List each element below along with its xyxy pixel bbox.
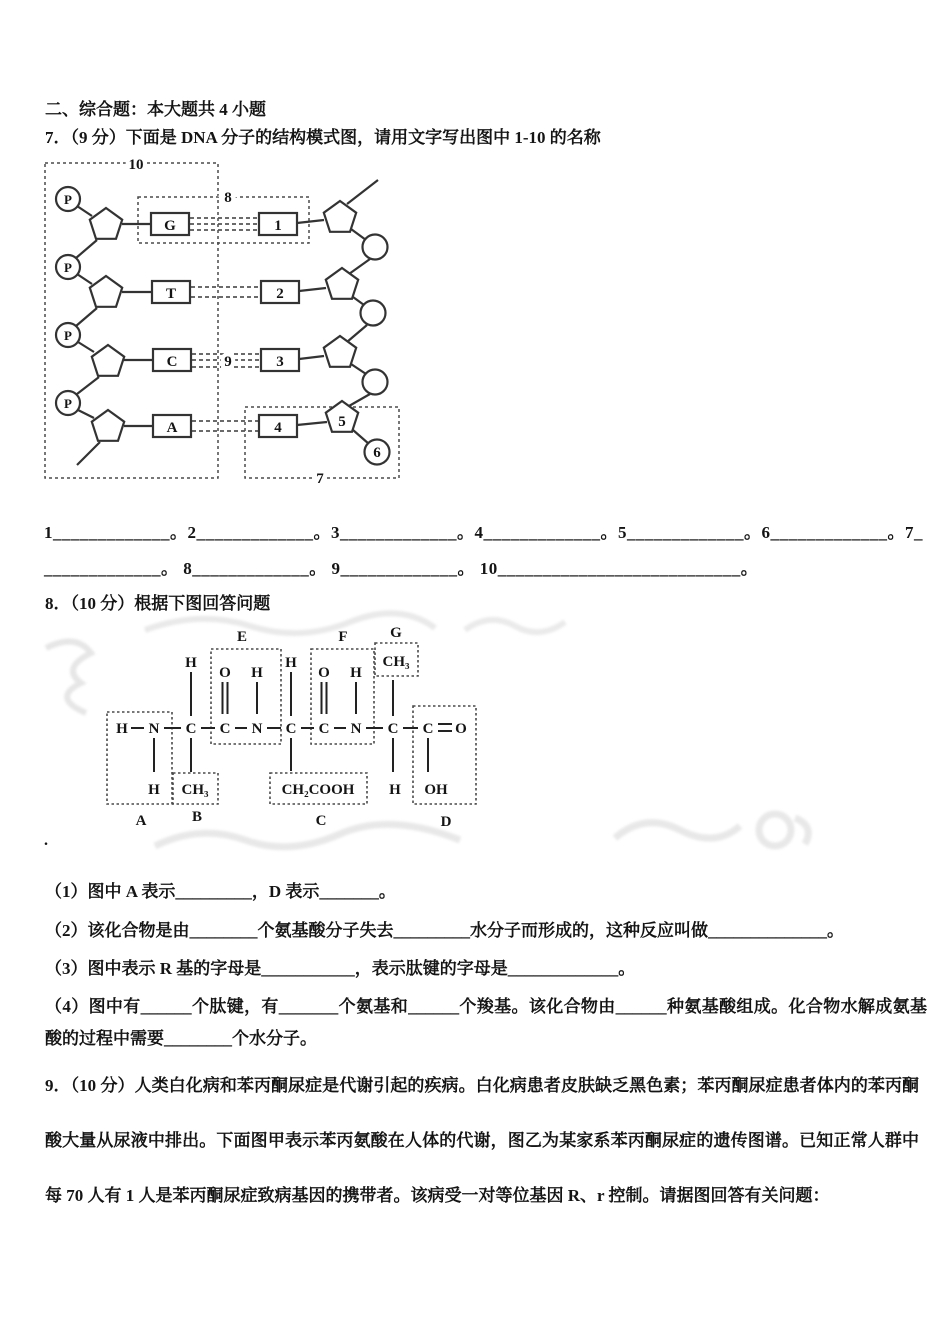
watermark-ghost <box>610 800 820 856</box>
base-C: C <box>166 354 178 370</box>
q8-item-1: （1）图中 A 表示_________，D 表示_______。 <box>45 882 396 901</box>
q8-item-2: （2）该化合物是由________个氨基酸分子失去_________水分子而形成的，这种反应叫做______________。 <box>45 921 844 940</box>
atom-h: H <box>116 721 128 737</box>
label-G: G <box>390 625 402 641</box>
base-T: T <box>165 286 177 302</box>
base-boxes <box>151 213 299 437</box>
base-3: 3 <box>276 354 284 370</box>
base-1: 1 <box>274 218 282 234</box>
atom-c: C <box>387 721 399 737</box>
atom-h: H <box>389 782 401 798</box>
label-E: E <box>236 629 248 645</box>
group-ch3: CH₃ <box>382 654 410 670</box>
atom-c: C <box>185 721 197 737</box>
atom-c: C <box>285 721 297 737</box>
q7-blanks-line1: 1_____________。2_____________。3_____________。4_____________。5_____________。6_____________。7_ <box>44 523 923 542</box>
atom-h: H <box>350 665 362 681</box>
base-G: G <box>164 218 176 234</box>
phosphate-label: P <box>64 328 72 343</box>
label-10: 10 <box>128 157 144 173</box>
q7-header: 7．（9 分）下面是 DNA 分子的结构模式图，请用文字写出图中 1-10 的名称 <box>45 128 601 147</box>
label-6: 6 <box>373 445 381 461</box>
group-ch3: CH₃ <box>181 782 209 798</box>
hydrogen-bonds <box>190 218 260 431</box>
label-C: C <box>315 813 327 829</box>
atom-h: H <box>285 655 297 671</box>
phosphate-label: P <box>64 396 72 411</box>
sugar-pentagons <box>90 201 358 441</box>
q8-header: 8．（10 分）根据下图回答问题 <box>45 594 271 613</box>
dna-structure-diagram <box>40 150 450 500</box>
label-7: 7 <box>316 471 324 487</box>
atom-o: O <box>219 665 231 681</box>
atom-o: O <box>455 721 467 737</box>
label-9: 9 <box>224 354 232 370</box>
q8-item-3: （3）图中表示 R 基的字母是___________，表示肽键的字母是_____________。 <box>45 959 636 978</box>
q7-blanks-line2: _____________。 8_____________。 9_____________。 10___________________________。 <box>44 559 759 578</box>
atom-h: H <box>251 665 263 681</box>
atom-n: N <box>251 721 263 737</box>
atom-h: H <box>148 782 160 798</box>
phosphate-label: P <box>64 192 72 207</box>
atom-h: H <box>185 655 197 671</box>
q9-text: 9．（10 分）人类白化病和苯丙酮尿症是代谢引起的疾病。白化病患者皮肤缺乏黑色素；苯丙酮尿症患者体内的苯丙酮酸大量从尿液中排出。下面图甲表示苯丙氨酸在人体的代谢，图乙为某家系苯丙酮尿症的遗传图谱。已知正常人群中每 70 人有 1 人是苯丙酮尿症致病基因的携带者。该病受一对等位基因 R、r 控制。请据图回答有关问题： <box>45 1076 919 1205</box>
stray-dot: . <box>44 832 48 849</box>
section-header: 二、综合题：本大题共 4 小题 <box>45 100 266 119</box>
label-B: B <box>191 809 203 825</box>
phosphate-label: P <box>64 260 72 275</box>
watermark-ghost <box>36 628 106 728</box>
base-2: 2 <box>276 286 284 302</box>
base-A: A <box>166 420 178 436</box>
group-ch2cooh: CH₂COOH <box>281 782 355 798</box>
label-8: 8 <box>224 190 232 206</box>
label-D: D <box>440 814 452 830</box>
base-4: 4 <box>274 420 282 436</box>
atom-n: N <box>148 721 160 737</box>
label-5: 5 <box>338 414 346 430</box>
atom-c: C <box>318 721 330 737</box>
label-F: F <box>338 629 348 645</box>
atom-n: N <box>350 721 362 737</box>
group-oh: OH <box>424 782 448 798</box>
q8-item-4: （4）图中有______个肽键，有_______个氨基和______个羧基。该化合物由______种氨基酸组成。化合物水解成氨基酸的过程中需要________个水分子。 <box>45 997 927 1048</box>
atom-o: O <box>318 665 330 681</box>
peptide-structure-diagram <box>98 624 498 839</box>
label-A: A <box>135 813 147 829</box>
atom-c: C <box>422 721 434 737</box>
atom-c: C <box>219 721 231 737</box>
